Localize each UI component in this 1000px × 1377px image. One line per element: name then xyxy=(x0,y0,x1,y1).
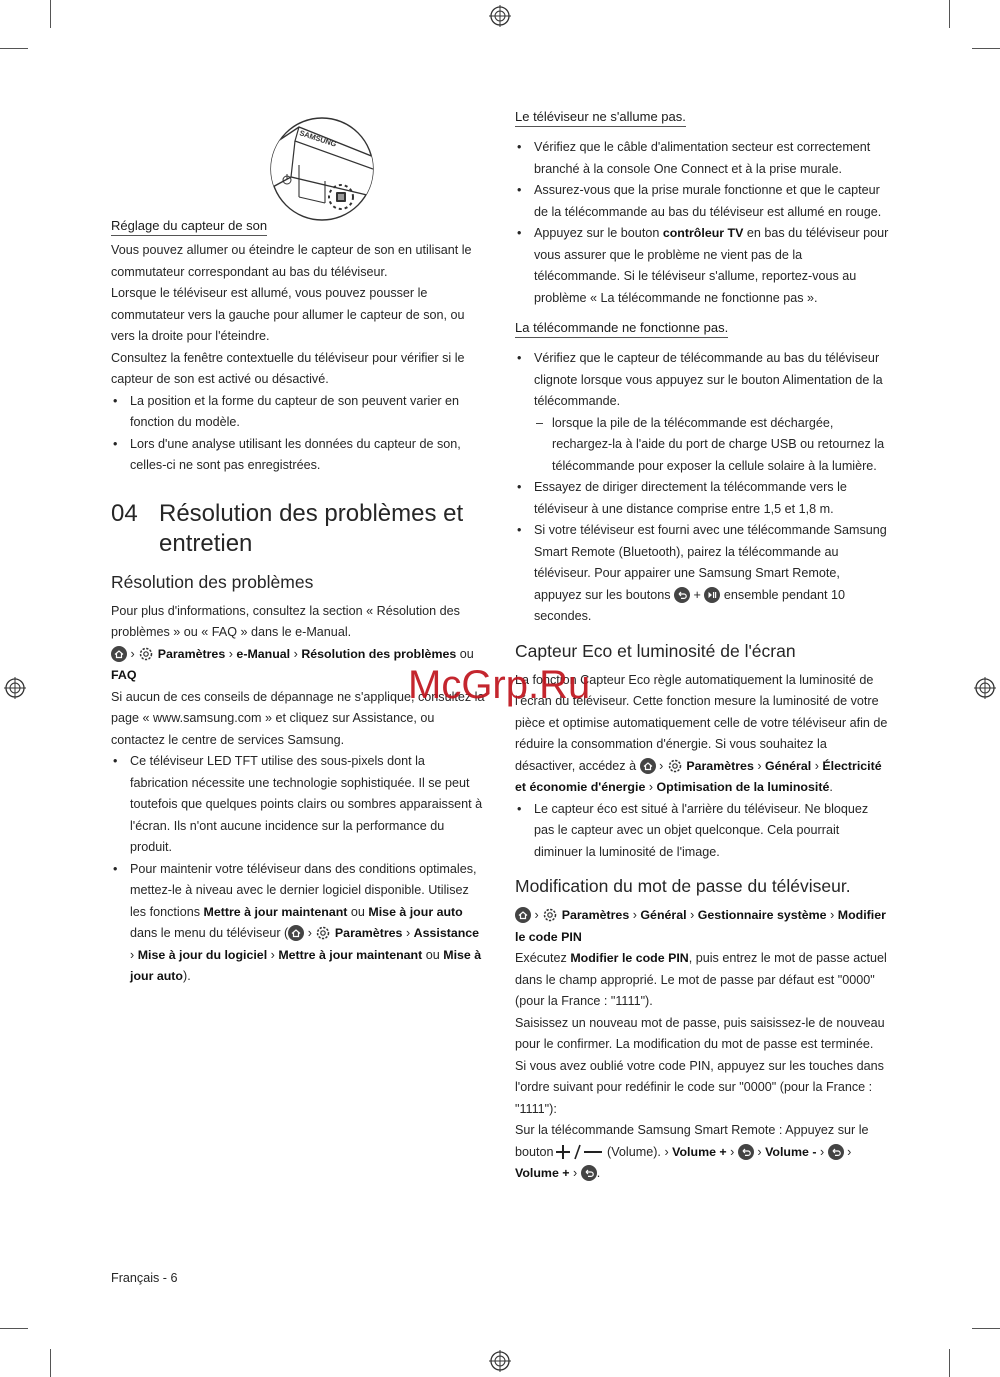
chevron-right-icon: › xyxy=(830,908,835,922)
left-column xyxy=(111,107,486,988)
pin-end: . xyxy=(596,1166,601,1180)
update-params: Paramètres xyxy=(334,926,403,940)
return-button-icon xyxy=(581,1165,597,1181)
trim-mark xyxy=(949,1349,950,1377)
trim-mark xyxy=(50,1349,51,1377)
list-item xyxy=(111,859,486,988)
list-item: • Le capteur éco est situé à l'arrière du téléviseur. Ne bloquez pas le capteur avec un objet quelconque. Cela pourrait diminuer la luminosité de l'image. xyxy=(515,799,890,864)
tv-off-heading: Le téléviseur ne s'allume pas. xyxy=(515,108,686,127)
update-assistance: Assistance xyxy=(413,926,480,940)
list-item: • Assurez-vous que la prise murale fonctionne et que le capteur de la télécommande au bas du téléviseur est allumé en rouge. xyxy=(515,180,890,223)
remote-b1: Vérifiez que le capteur de télécommande au bas du téléviseur clignote lorsque vous appuyez sur le bouton Alimentation de la télécommande. xyxy=(534,351,883,408)
pin-bouton: bouton xyxy=(515,1144,554,1159)
trim-mark xyxy=(0,48,28,49)
eco-heading: Capteur Eco et luminosité de l'écran xyxy=(515,640,796,661)
gear-icon xyxy=(138,646,154,662)
pin-paragraph-2: Saisissez un nouveau mot de passe, puis saisissez-le de nouveau pour le confirmer. La modification du mot de passe est terminée. xyxy=(515,1015,885,1051)
sound-paragraph-2: Lorsque le téléviseur est allumé, vous pouvez pousser le commutateur vers la gauche pour allumer le capteur de son, ou vers la droite pour l'éteindre. xyxy=(111,286,465,343)
sound-bullet-list xyxy=(111,391,486,477)
sound-paragraph-3: Consultez la fenêtre contextuelle du téléviseur pour vérifier si le capteur de son est activé ou désactivé. xyxy=(111,350,465,386)
gear-icon xyxy=(315,925,331,941)
trim-mark xyxy=(50,0,51,28)
tv-controller-label: contrôleur TV xyxy=(662,226,744,240)
chevron-right-icon: › xyxy=(632,908,637,922)
volume-plus-label-2: Volume + xyxy=(515,1166,570,1180)
gear-icon xyxy=(667,758,683,774)
troubleshoot-paragraph: Si aucun de ces conseils de dépannage ne s'applique, consultez la page « www.samsung.com » et cliquez sur Assistance, ou contactez le centre de services Samsung. xyxy=(111,689,485,747)
list-item xyxy=(515,348,890,477)
chevron-right-icon: › xyxy=(757,1144,762,1159)
troubleshoot-bullet-list xyxy=(111,751,486,988)
plus-sign: + xyxy=(693,587,701,602)
chevron-right-icon: › xyxy=(690,908,695,922)
section-title xyxy=(111,499,486,559)
pin-exec-pre: Exécutez xyxy=(515,951,567,965)
list-item: • Vérifiez que le câble d'alimentation secteur est correctement branché à la console One Connect et à la prise murale. xyxy=(515,137,890,180)
eco-electricity: Électricité et économie d'énergie xyxy=(515,758,882,794)
chevron-right-icon: › xyxy=(847,1144,852,1159)
chevron-right-icon: › xyxy=(819,1144,825,1159)
section-title-text: Résolution des problèmes et entretien xyxy=(159,499,464,557)
update-or-2: ou xyxy=(425,947,440,962)
eco-text: La fonction Capteur Eco règle automatiquement la luminosité de l'écran du téléviseur. Cette fonction mesure la luminosité de votre pièce et optimise automatiquement celle de votre téléviseur afin de réduire la consommation d'énergie. Si vous souhaitez la désactiver, accédez à xyxy=(515,672,888,773)
watermark: McGrp.Ru xyxy=(408,663,591,707)
pin-volume-label: (Volume). xyxy=(607,1144,661,1159)
list-item: • La position et la forme du capteur de son peuvent varier en fonction du modèle. xyxy=(111,391,486,434)
home-icon xyxy=(111,646,127,662)
play-pause-button-icon xyxy=(704,587,720,603)
eco-end: . xyxy=(829,780,833,794)
pin-exec-post: , puis entrez le mot de passe actuel dans le champ approprié. Le mot de passe par défaut est "0000" (pour la France : "1111"). xyxy=(515,951,887,1008)
update-now-label-2: Mettre à jour maintenant xyxy=(278,947,423,962)
auto-update-label-2: Mise à jour auto xyxy=(130,947,482,983)
chevron-right-icon: › xyxy=(293,646,298,661)
chevron-right-icon: › xyxy=(573,1166,578,1180)
pin-sequence xyxy=(515,1142,890,1185)
path-resolution: Résolution des problèmes xyxy=(301,646,457,661)
registration-mark-icon xyxy=(489,5,511,27)
list-item xyxy=(515,223,890,309)
chevron-right-icon: › xyxy=(659,758,664,773)
home-icon xyxy=(515,907,531,923)
registration-mark-icon xyxy=(4,677,26,699)
remote-b3-post: ensemble pendant 10 secondes. xyxy=(534,587,846,623)
chevron-right-icon: › xyxy=(307,926,312,940)
pin-heading: Modification du mot de passe du téléviseur. xyxy=(515,876,851,896)
chevron-right-icon: › xyxy=(270,947,275,962)
chevron-right-icon: › xyxy=(814,758,819,773)
return-button-icon xyxy=(738,1144,754,1160)
pin-system-manager: Gestionnaire système xyxy=(697,908,827,922)
update-or: ou xyxy=(350,904,365,919)
eco-optimisation: Optimisation de la luminosité xyxy=(656,780,830,794)
tv-off-b3-post: en bas du téléviseur pour vous assurer que le problème ne vient pas de la télécommande. Si le téléviseur s'allume, reportez-vous au problème « La télécommande ne fonctionne pas ». xyxy=(534,226,889,305)
sound-sensor-heading: Réglage du capteur de son xyxy=(111,217,267,236)
path-emanual: e-Manual xyxy=(236,646,291,661)
pin-change-label: Modifier le code PIN xyxy=(515,908,886,944)
chevron-right-icon: › xyxy=(648,780,654,794)
figure-brand: SAMSUNG xyxy=(298,128,338,149)
section-number: 04 xyxy=(111,499,138,527)
gear-icon xyxy=(542,907,558,923)
tv-off-bullet-list xyxy=(515,137,890,309)
pin-params: Paramètres xyxy=(561,908,630,922)
eco-params: Paramètres xyxy=(686,758,754,773)
volume-rocker-icon xyxy=(554,1144,604,1160)
volume-plus-label: Volume + xyxy=(672,1144,727,1159)
home-icon xyxy=(640,758,656,774)
chevron-right-icon: › xyxy=(534,908,539,922)
chevron-right-icon: › xyxy=(228,646,233,661)
list-item: • Ce téléviseur LED TFT utilise des sous-pixels dont la fabrication nécessite une technologie sophistiquée. Il se peut toutefois que quelques points clairs ou sombres apparaissent à l'écran. Ils n'ont aucune incidence sur la performance du produit. xyxy=(111,751,486,859)
update-now-label: Mettre à jour maintenant xyxy=(203,904,348,919)
pin-exec-label: Modifier le code PIN xyxy=(570,951,689,965)
chevron-right-icon: › xyxy=(757,758,762,773)
path-faq: FAQ xyxy=(111,668,137,682)
pin-paragraph-3: Si vous avez oublié votre code PIN, appuyez sur les touches dans l'ordre suivant pour redéfinir le code sur "0000" (pour la France : "1111"): xyxy=(515,1058,884,1116)
path-or: ou xyxy=(459,646,474,661)
registration-mark-icon xyxy=(489,1350,511,1372)
list-item: • Essayez de diriger directement la télécommande vers le téléviseur à une distance comprise entre 1,5 et 1,8 m. xyxy=(515,477,890,520)
chevron-right-icon: › xyxy=(405,926,411,940)
return-button-icon xyxy=(828,1144,844,1160)
return-button-icon xyxy=(674,587,690,603)
trim-mark xyxy=(972,1328,1000,1329)
auto-update-label: Mise à jour auto xyxy=(368,904,463,919)
registration-mark-icon xyxy=(974,677,996,699)
update-text-2: dans le menu du téléviseur ( xyxy=(130,926,289,940)
page-footer: Français - 6 xyxy=(111,1271,178,1285)
trim-mark xyxy=(972,48,1000,49)
right-column xyxy=(515,107,890,1185)
eco-bullet-list xyxy=(515,799,890,864)
remote-b3-pre: Si votre téléviseur est fourni avec une télécommande Samsung Smart Remote (Bluetooth), pairez la télécommande au téléviseur. Pour appairer une Samsung Smart Remote, appuyez sur les boutons xyxy=(534,523,887,602)
chevron-right-icon: › xyxy=(130,646,135,661)
eco-general: Général xyxy=(765,758,812,773)
pin-menu-path xyxy=(515,905,890,948)
sound-paragraph: Vous pouvez allumer ou éteindre le capteur de son en utilisant le commutateur correspondant au bas du téléviseur. xyxy=(111,243,472,279)
chevron-right-icon: › xyxy=(664,1144,669,1159)
trim-mark xyxy=(0,1328,28,1329)
remote-bullet-list xyxy=(515,348,890,628)
remote-dash-list xyxy=(534,413,890,478)
list-item: – lorsque la pile de la télécommande est déchargée, rechargez-la à l'aide du port de charge USB ou retournez la télécommande pour exposer la cellule solaire à la lumière. xyxy=(534,413,890,478)
chevron-right-icon: › xyxy=(730,1144,735,1159)
troubleshoot-intro: Pour plus d'informations, consultez la section « Résolution des problèmes » ou « FAQ » dans le e-Manual. xyxy=(111,603,460,639)
path-params: Paramètres xyxy=(157,646,226,661)
update-end: ). xyxy=(183,969,191,983)
remote-heading: La télécommande ne fonctionne pas. xyxy=(515,319,728,338)
chevron-right-icon: › xyxy=(130,947,135,962)
sound-sensor-figure xyxy=(269,117,379,222)
volume-minus-label: Volume - xyxy=(765,1144,817,1159)
pin-exec-paragraph xyxy=(515,948,890,1013)
tv-off-b3-pre: Appuyez sur le bouton xyxy=(534,226,660,240)
trim-mark xyxy=(949,0,950,28)
list-item: • Lors d'une analyse utilisant les données du capteur de son, celles-ci ne sont pas enregistrées. xyxy=(111,434,486,477)
software-update-label: Mise à jour du logiciel xyxy=(137,947,268,962)
update-text: Pour maintenir votre téléviseur dans des conditions optimales, mettez-le à niveau avec le dernier logiciel disponible. Utilisez les fonctions xyxy=(130,861,477,919)
list-item xyxy=(515,520,890,628)
pin-general: Général xyxy=(640,908,687,922)
troubleshoot-heading: Résolution des problèmes xyxy=(111,571,314,592)
home-icon xyxy=(288,925,304,941)
pin-paragraph-4: Sur la télécommande Samsung Smart Remote : Appuyez sur le xyxy=(515,1123,869,1137)
